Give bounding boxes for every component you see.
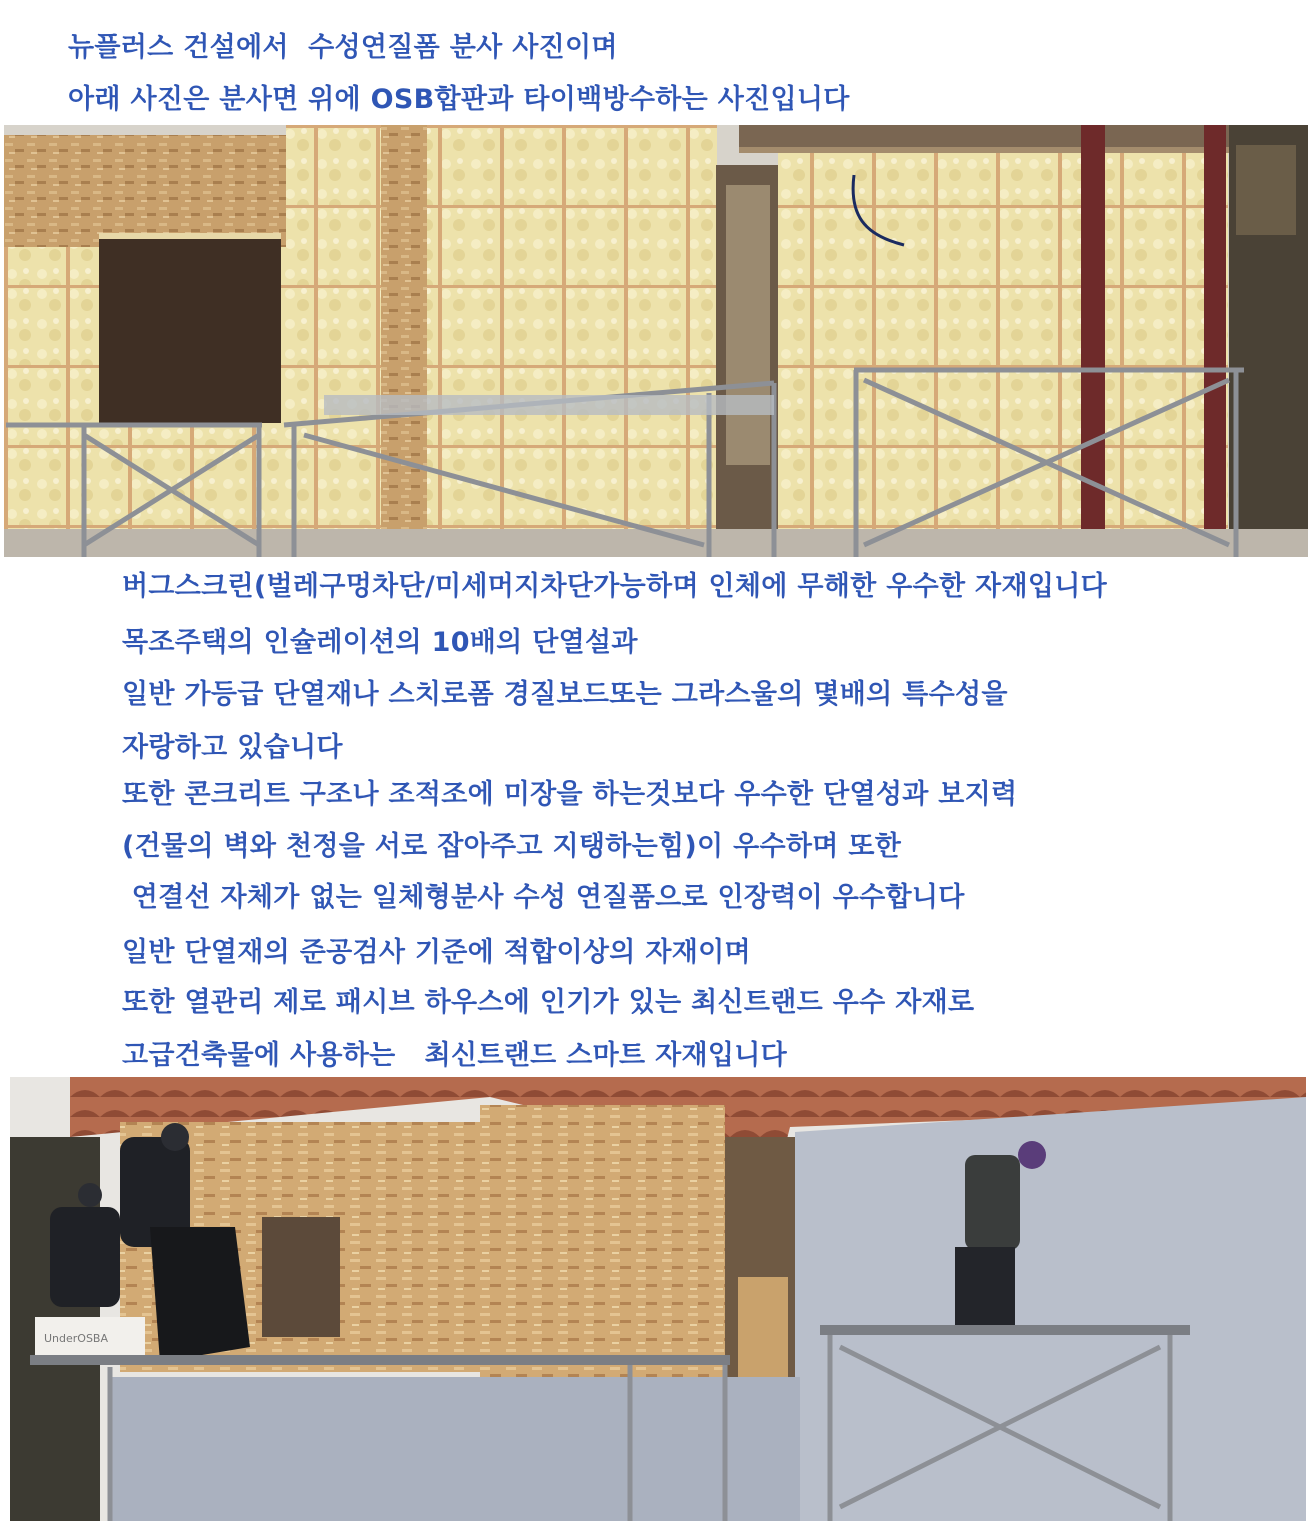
header-caption-line-1: 뉴플러스 건설에서 수성연질폼 분사 사진이며 (68, 32, 618, 63)
spray-foam-photo (4, 125, 1308, 557)
body-caption-line: 버그스크린(벌레구멍차단/미세머지차단가능하며 인체에 무해한 우수한 자재입니다 (122, 571, 1107, 602)
body-caption-line: 일반 단열재의 준공검사 기준에 적합이상의 자재이며 (122, 937, 751, 968)
body-caption-line: 고급건축물에 사용하는 최신트랜드 스마트 자재입니다 (122, 1040, 787, 1071)
body-caption-line: (건물의 벽와 천정을 서로 잡아주고 지탱하는힘)이 우수하며 또한 (122, 831, 902, 862)
body-caption-line: 또한 열관리 제로 패시브 하우스에 인기가 있는 최신트랜드 우수 자재로 (122, 987, 975, 1018)
body-caption-line: 연결선 자체가 없는 일체형분사 수성 연질품으로 인장력이 우수합니다 (122, 882, 965, 913)
osb-housewrap-photo (10, 1077, 1306, 1521)
header-caption-line-2: 아래 사진은 분사면 위에 OSB합판과 타이백방수하는 사진입니다 (68, 84, 850, 115)
body-caption-line: 일반 가등급 단열재나 스치로폼 경질보드또는 그라스울의 몇배의 특수성을 (122, 679, 1008, 710)
body-caption-line: 목조주택의 인슐레이션의 10배의 단열설과 (122, 627, 638, 658)
bag-label-text: UnderOSBA (44, 1332, 109, 1345)
body-caption-line: 자랑하고 있습니다 (122, 732, 343, 763)
body-caption-line: 또한 콘크리트 구조나 조적조에 미장을 하는것보다 우수한 단열성과 보지력 (122, 779, 1018, 810)
